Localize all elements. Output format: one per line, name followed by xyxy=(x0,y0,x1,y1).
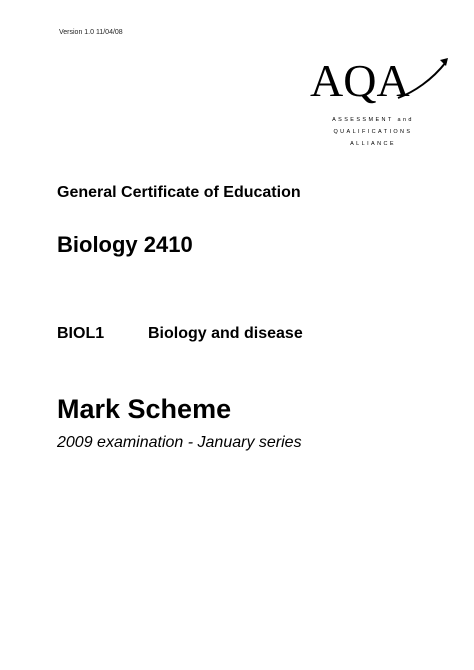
logo-tagline-line-1: ASSESSMENT and xyxy=(332,117,414,123)
logo-tagline-line-3: ALLIANCE xyxy=(350,141,396,147)
aqa-logo xyxy=(306,52,456,152)
version-label: Version 1.0 11/04/08 xyxy=(59,29,123,36)
unit-title: Biology and disease xyxy=(148,325,303,342)
exam-series: 2009 examination - January series xyxy=(57,434,302,451)
qualification-heading: General Certificate of Education xyxy=(57,184,301,201)
document-title: Mark Scheme xyxy=(57,394,232,424)
subject-heading: Biology 2410 xyxy=(57,232,193,257)
aqa-wordmark-icon xyxy=(306,52,456,122)
svg-text:AQA: AQA xyxy=(310,55,410,106)
unit-code: BIOL1 xyxy=(57,325,105,342)
logo-tagline-line-2: QUALIFICATIONS xyxy=(333,129,413,135)
